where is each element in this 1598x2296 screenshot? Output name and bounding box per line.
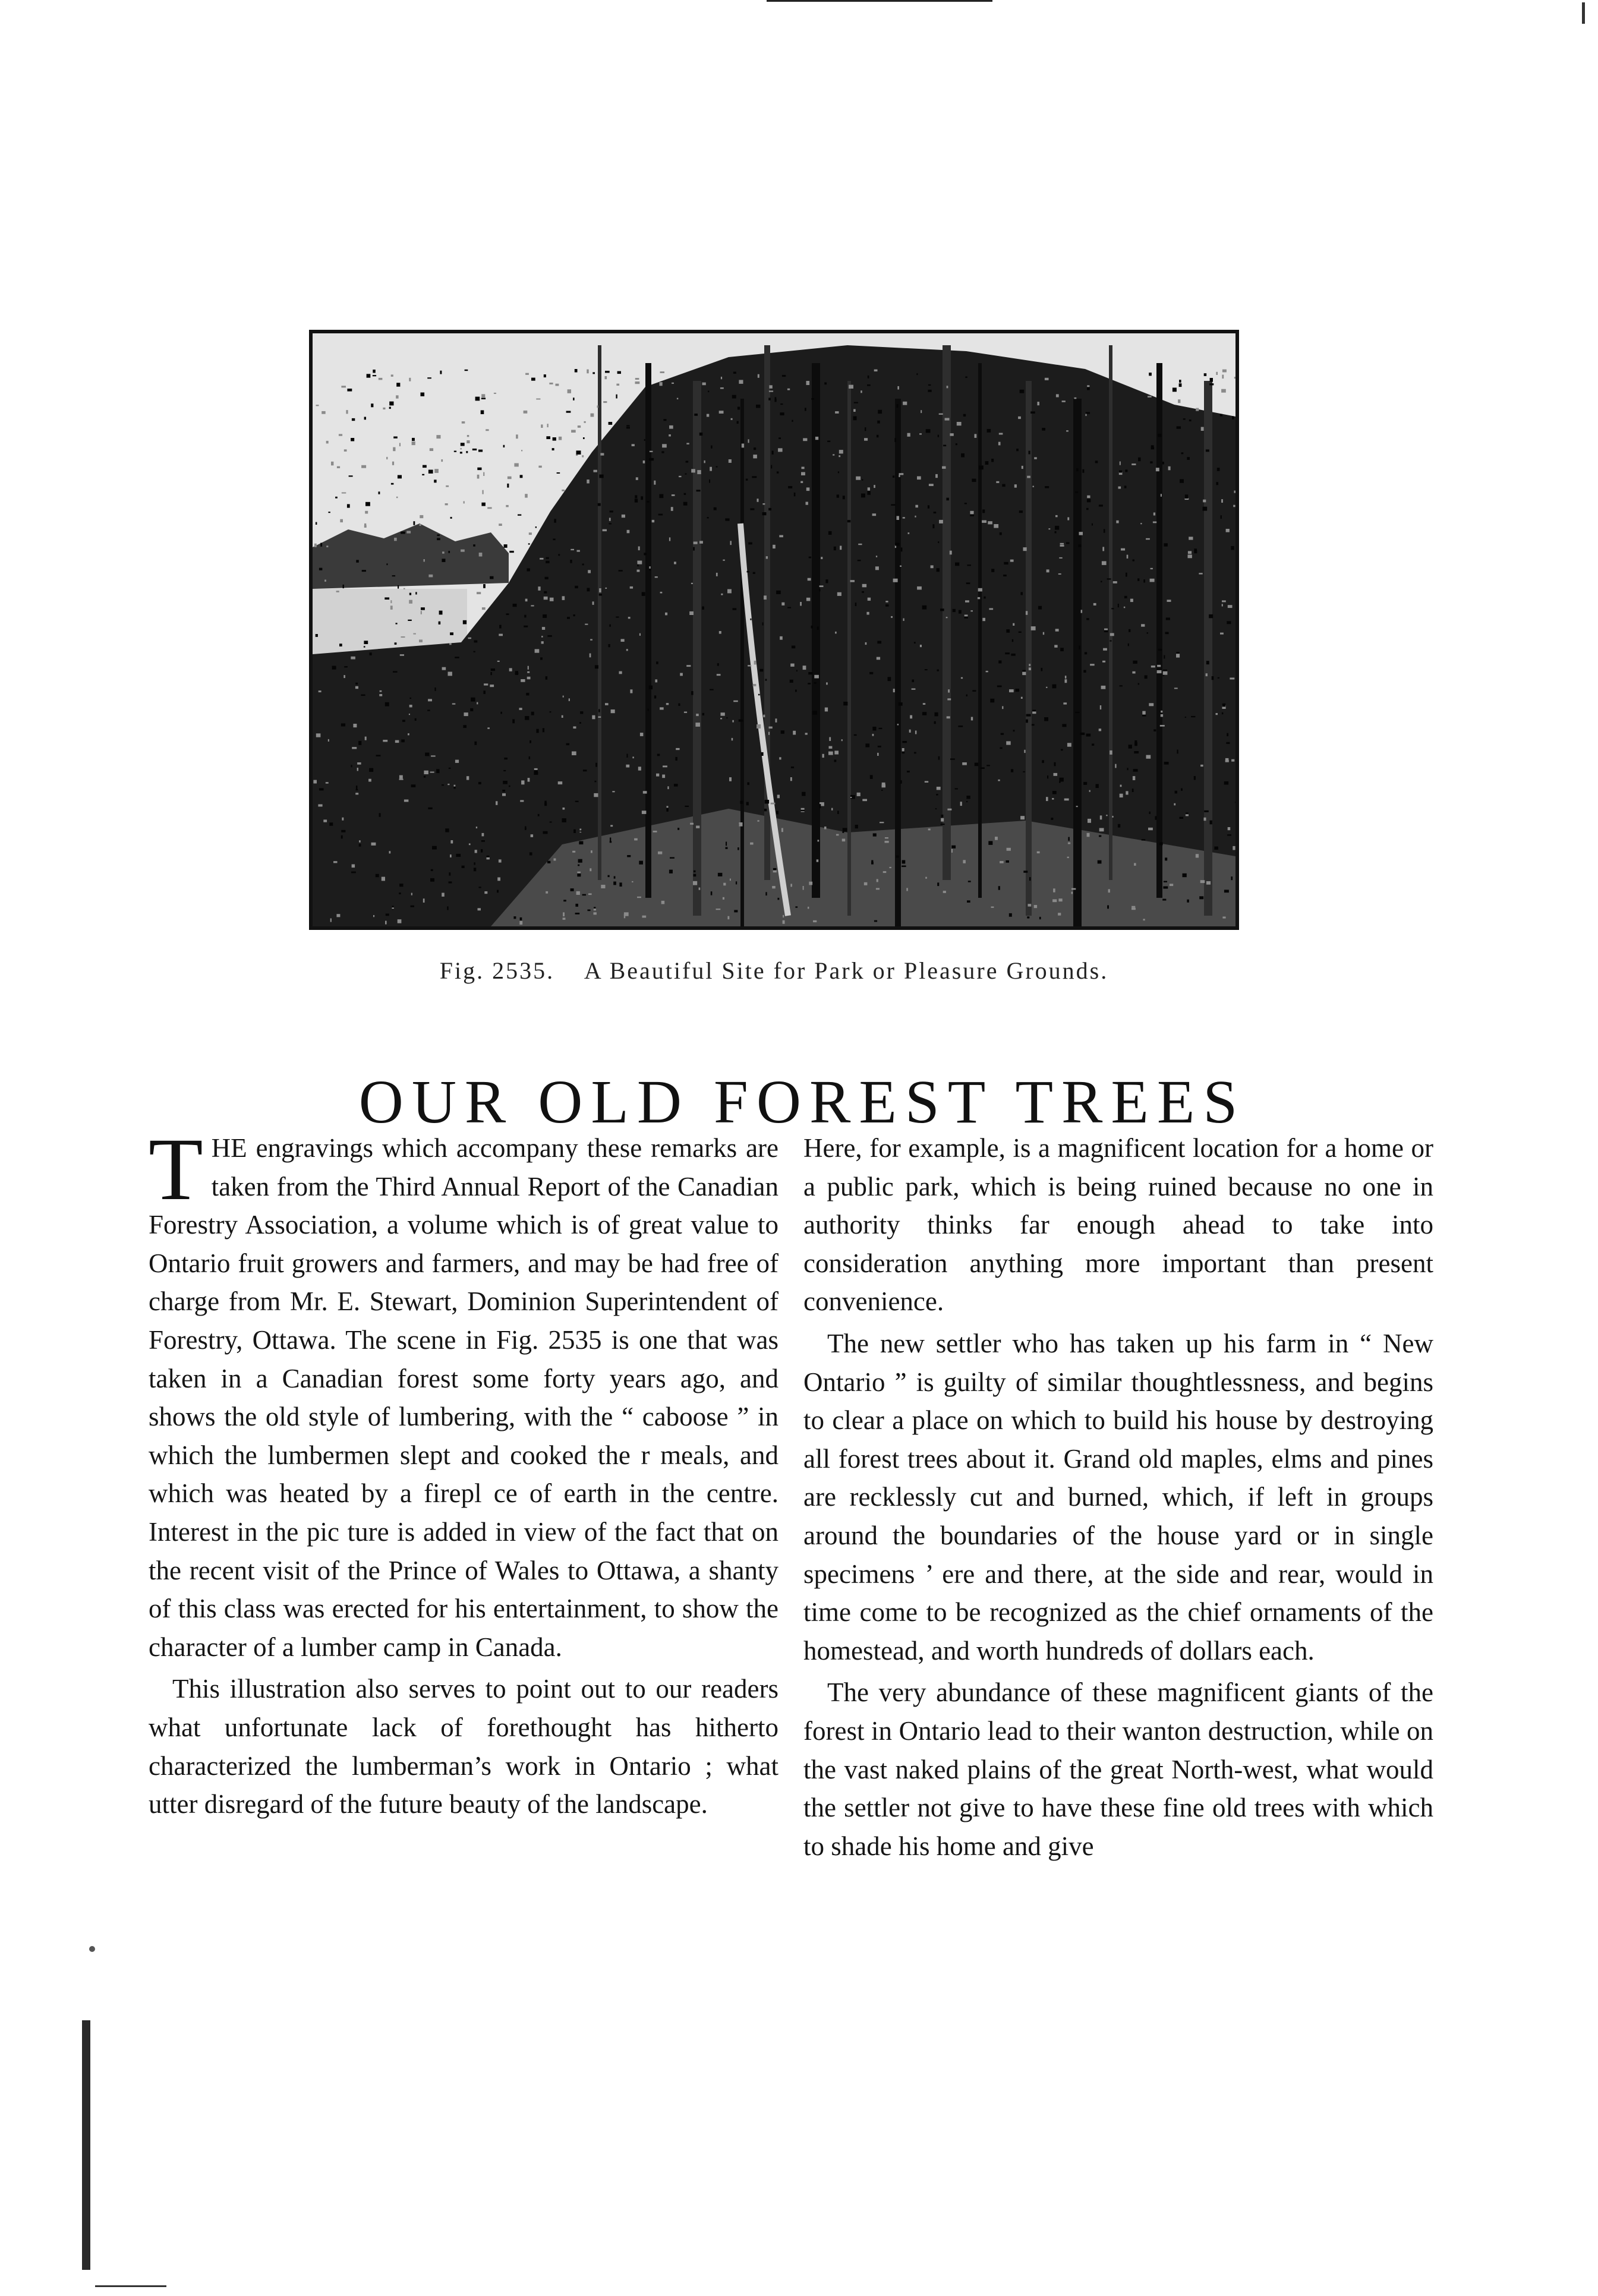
top-rule: [767, 0, 992, 2]
forest-engraving-image: [313, 333, 1235, 926]
drop-cap: T: [149, 1120, 203, 1219]
margin-bar: [82, 2020, 90, 2270]
left-column: [149, 1120, 778, 1824]
figure-caption: [309, 957, 1239, 985]
article-title: OUR OLD FOREST TREES: [358, 1067, 1246, 1136]
bottom-rule: [95, 2285, 166, 2287]
right-column: [803, 1129, 1433, 1865]
paragraph-5: The very abundance of these magnificent giants of the forest in Ontario lead to their wanton destruction, while on the vast naked plains of the great North-west, what would the settler not give to have these fine old trees with which to shade his home and give: [803, 1677, 1433, 1861]
paragraph-2: This illustration also serves to point out to our readers what unfortunate lack of forethought has hitherto characterized the lumberman’s work in Ontario ; what utter disregard of the future beauty of the landscape.: [149, 1674, 778, 1819]
margin-speck: [89, 1946, 95, 1952]
figure-label: Fig. 2535.: [439, 957, 555, 984]
forest-engraving: [309, 330, 1239, 930]
paragraph-1: [149, 1120, 778, 1666]
corner-mark: [1582, 2, 1585, 24]
figure-caption-text: A Beautiful Site for Park or Pleasure Grounds.: [584, 957, 1109, 984]
paragraph-4: The new settler who has taken up his farm in “ New Ontario ” is guilty of similar thoughtlessness, and begins to clear a place on which to build his house by destroying all forest trees about it. Grand old maples, elms and pines are recklessly cut and burned, which, if left in groups around the boundaries of the house yard or in single specimens ’ ere and there, at the side and rear, would in time come to be recognized as the chief ornaments of the homestead, and worth hundreds of dollars each.: [803, 1328, 1433, 1666]
paragraph-3: Here, for example, is a magnificent location for a home or a public park, which is being ruined because no one in authority thinks far enough ahead to take into consideration anything more important than present convenience.: [803, 1133, 1433, 1317]
paragraph-1-text: HE engravings which accompany these remarks are taken from the Third Annual Report of the Canadian Forestry Association, a volume which is of great value to Ontario fruit growers and farmers, and may be had free of charge from Mr. E. Stewart, Dominion Superintendent of Forestry, Ottawa. The scene in Fig. 2535 is one that was taken in a Canadian forest some forty years ago, and shows the old style of lumbering, with the “ caboose ” in which the lumbermen slept and cooked the r meals, and which was heated by a firepl ce of earth in the centre. Interest in the pic ture is added in view of the fact that on the recent visit of the Prince of Wales to Ottawa, a shanty of this class was erected for his entertainment, to show the character of a lumber camp in Canada.: [149, 1133, 778, 1662]
